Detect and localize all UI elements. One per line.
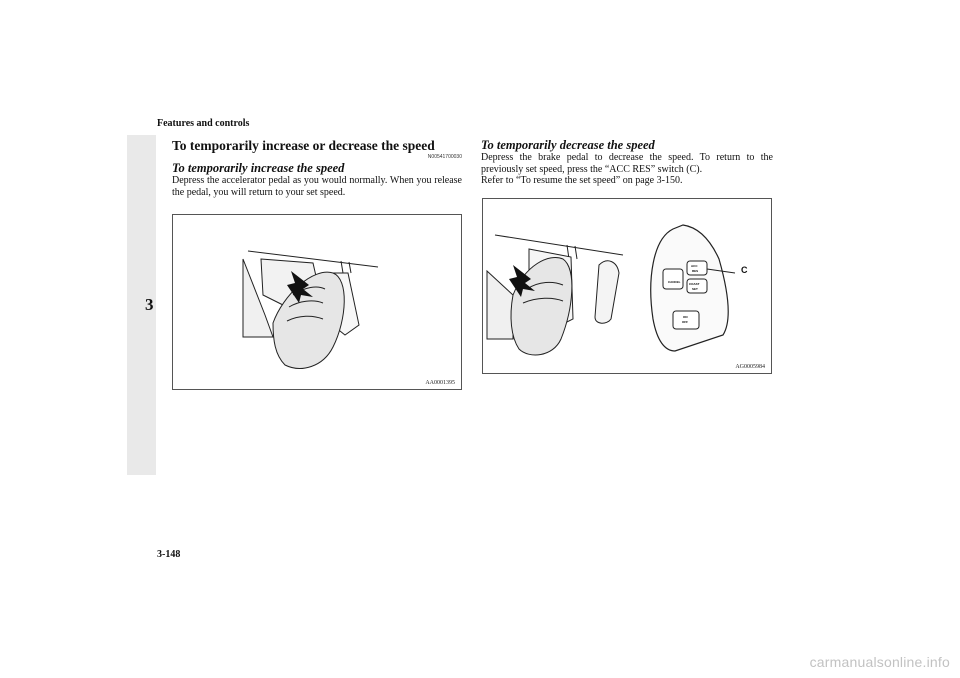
watermark-url: carmanualsonline.info xyxy=(809,654,950,670)
off-button-label: OFF xyxy=(682,320,688,324)
page-number: 3-148 xyxy=(157,549,181,560)
figure-code: AA0001395 xyxy=(425,380,455,386)
section-title: To temporarily increase or decrease the speed xyxy=(172,138,435,153)
brake-pedal-switch-illustration xyxy=(483,199,771,373)
on-button-label: ON xyxy=(683,315,688,319)
resume-reference: Refer to “To resume the set speed” on page 3-150. xyxy=(481,175,683,186)
res-button-label: RES xyxy=(692,269,699,273)
accelerator-pedal-figure xyxy=(172,214,462,390)
acc-button-label: ACC xyxy=(691,264,698,268)
accelerator-pedal-illustration xyxy=(173,215,461,389)
coast-button-label: COAST xyxy=(689,282,700,286)
figure-code: AG0005984 xyxy=(735,364,765,370)
subheading-increase: To temporarily increase the speed xyxy=(172,161,345,175)
callout-c: C xyxy=(741,265,748,275)
cancel-button-label: CANCEL xyxy=(668,280,681,284)
subheading-decrease: To temporarily decrease the speed xyxy=(481,138,655,152)
set-button-label: SET xyxy=(692,287,698,291)
increase-instructions: Depress the accelerator pedal as you would normally. When you release the pedal, you will return to your set speed. xyxy=(172,175,462,198)
chapter-number: 3 xyxy=(145,295,154,314)
right-column xyxy=(481,138,773,187)
brake-and-switch-figure xyxy=(482,198,772,374)
left-column xyxy=(172,138,462,198)
section-header: Features and controls xyxy=(157,118,250,129)
decrease-instructions: Depress the brake pedal to decrease the speed. To return to the previously set speed, press the “ACC RES” switch (C). xyxy=(481,152,773,175)
section-code: N00541700030 xyxy=(427,154,462,160)
